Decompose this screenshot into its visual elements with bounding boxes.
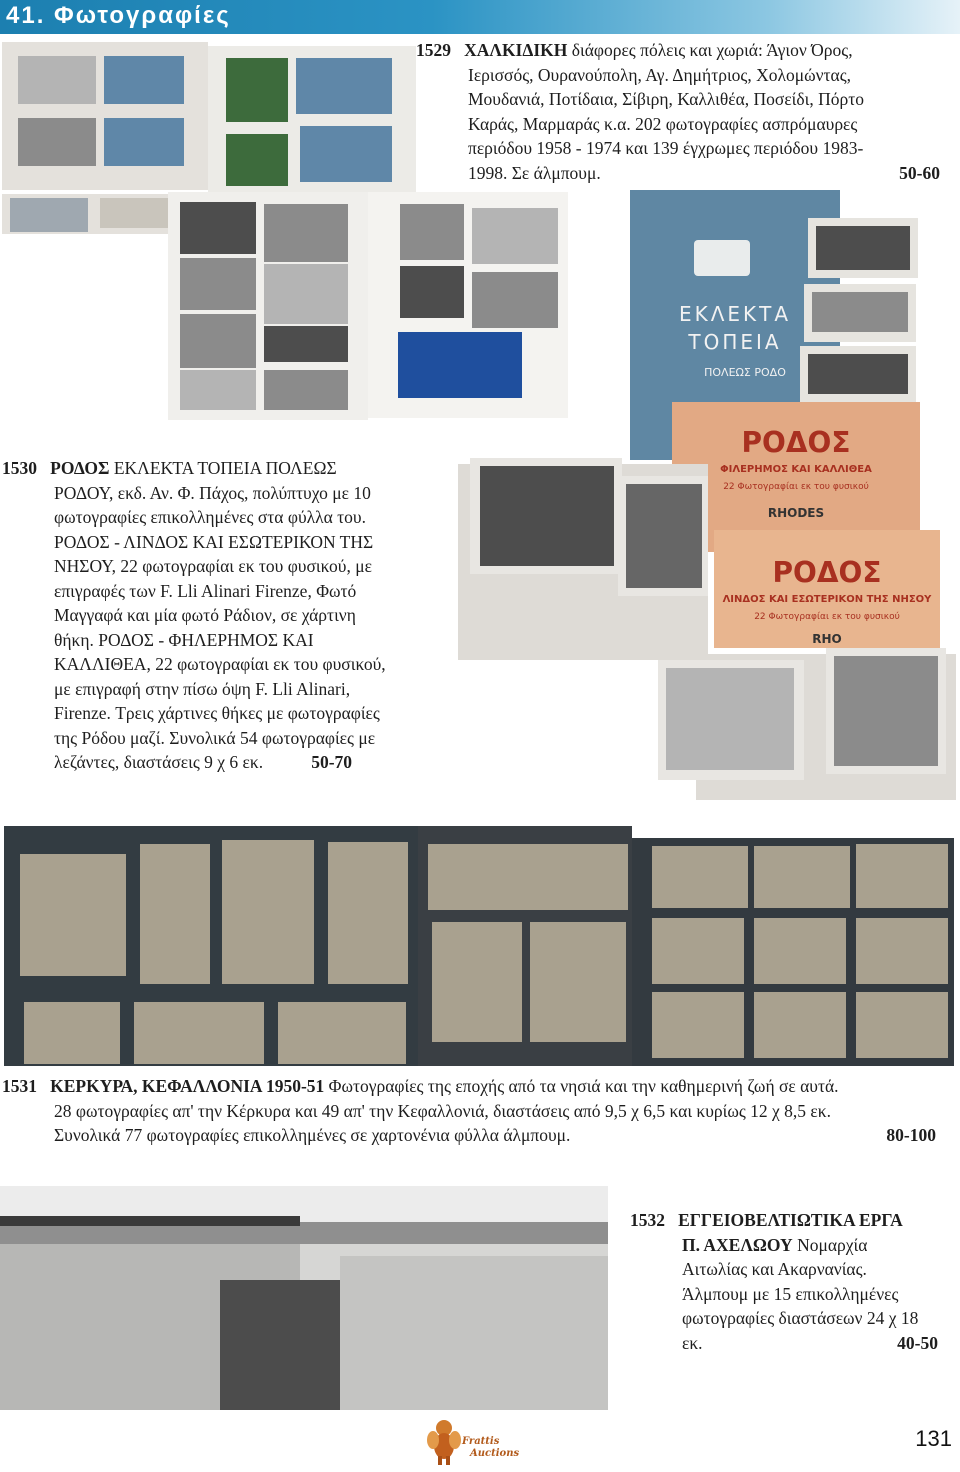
lot-line: διάφορες πόλεις και χωριά: Άγιον Όρος,	[571, 40, 853, 60]
sleeve-note: 22 Φωτογραφίαι εκ του φυσικού	[723, 482, 869, 492]
lot-heading: ΕΓΓΕΙΟΒΕΛΤΙΩΤΙΚΑ ΕΡΓΑ	[678, 1210, 903, 1230]
lot-line: φωτογραφίες διαστάσεων 24 χ 18	[682, 1308, 919, 1328]
lot-line: ΝΗΣΟΥ, 22 φωτογραφίαι εκ του φυσικού, με	[54, 556, 372, 576]
lot-line: 28 φωτογραφίες απ' την Κέρκυρα και 49 απ' την Κεφαλλονιά, διαστάσεις από 9,5 χ 6,5 και κυρίως 12 χ 8,5 εκ.	[54, 1100, 831, 1121]
cherub-logo-icon	[426, 1416, 462, 1466]
section-title: 41. Φωτογραφίες	[6, 2, 231, 29]
lot-1530-sleeve-2	[714, 530, 940, 648]
lot-line: 1998. Σε άλμπουμ.	[468, 162, 601, 183]
lot-1531-album-left	[4, 826, 418, 1066]
lot-1529	[416, 38, 952, 185]
sleeve-title: ΡΟΔΟΣ	[741, 426, 851, 459]
sleeve-title: ΡΟΔΟΣ	[772, 556, 882, 589]
logo-line-1: Frattis	[462, 1436, 500, 1447]
lot-line: με επιγραφή στην πίσω όψη F. Lli Alinari,	[54, 678, 351, 699]
lot-1529-photo	[0, 34, 418, 194]
lot-line: Συνολικά 77 φωτογραφίες επικολλημένες σε χαρτονένια φύλλα άλμπουμ.	[54, 1125, 571, 1145]
lot-1531-album-middle	[418, 826, 632, 1066]
lot-line: ΕΚΛΕΚΤΑ ΤΟΠΕΙΑ ΠΟΛΕΩΣ	[113, 458, 337, 478]
logo-line-2: Auctions	[470, 1448, 520, 1459]
lot-1530	[2, 456, 454, 775]
folder-subtitle: ΠΟΛΕΩΣ ΡΟΔΟ	[704, 366, 786, 379]
frattis-logo	[426, 1416, 536, 1468]
sleeve-subtitle: ΦΙΛΕΡΗΜΟΣ ΚΑΙ ΚΑΛΛΙΘΕΑ	[720, 464, 872, 475]
lot-line: Αιτωλίας και Ακαρνανίας.	[682, 1259, 867, 1279]
lot-line: λεζάντες, διαστάσεις 9 χ 6 εκ.	[54, 752, 264, 772]
sleeve-rhodes: RHODES	[767, 506, 825, 520]
folder-title-line-1: ΕΚΛΕΚΤΑ	[678, 302, 792, 326]
lot-heading: ΡΟΔΟΣ	[50, 458, 110, 478]
lot-line: Μουδανιά, Ποτίδαια, Σίβιρη, Καλλιθέα, Ποσείδι, Πόρτο	[468, 89, 864, 109]
lot-price: 50-60	[899, 162, 940, 183]
lot-heading: ΚΕΡΚΥΡΑ, ΚΕΦΑΛΛΟΝΙΑ 1950-51	[50, 1076, 325, 1096]
page-number: 131	[915, 1426, 952, 1451]
lot-1530-fold-strip	[800, 210, 920, 410]
lot-line: ΚΑΛΛΙΘΕΑ, 22 φωτογραφίαι εκ του φυσικού,	[54, 654, 386, 674]
lot-1531-album-right	[632, 838, 954, 1066]
lot-line: Μαγγαφά και μία φωτό Ράδιον, σε χάρτινη	[54, 605, 356, 625]
lot-line: Φωτογραφίες της εποχής από τα νησιά και την καθημερινή ζωή σε αυτά.	[328, 1076, 839, 1096]
lot-1531	[2, 1074, 958, 1148]
sleeve-subtitle: ΛΙΝΔΟΣ ΚΑΙ ΕΣΩΤΕΡΙΚΟΝ ΤΗΣ ΝΗΣΟΥ	[722, 594, 932, 605]
lot-line: επιγραφές των F. Lli Alinari Firenze, Φωτό	[54, 580, 357, 601]
lot-number: 1529	[416, 40, 451, 60]
lot-1530-prints-stack	[452, 456, 712, 666]
lot-line: θήκη. ΡΟΔΟΣ - ΦΗΛΕΡΗΜΟΣ ΚΑΙ	[54, 629, 314, 650]
lot-line: Ιερισσός, Ουρανούπολη, Αγ. Δημήτριος, Χολομώντας,	[468, 64, 852, 85]
lot-line: Firenze. Τρεις χάρτινες θήκες με φωτογραφίες	[54, 703, 380, 723]
lot-line: εκ.	[682, 1332, 703, 1353]
lot-1530-prints-stack-2	[656, 648, 958, 804]
lot-line: περιόδου 1958 - 1974 και 139 έγχρωμες περιόδου 1983-	[468, 138, 864, 158]
lot-price: 50-70	[311, 752, 353, 772]
lot-number: 1532	[630, 1210, 665, 1230]
lot-1532-photo	[0, 1186, 608, 1410]
lot-line: φωτογραφίες επικολλημένες στα φύλλα του.	[54, 507, 366, 527]
sleeve-rhodes: RHO	[812, 632, 842, 646]
lot-price: 40-50	[897, 1332, 938, 1353]
lot-number: 1530	[2, 458, 37, 478]
lot-line: Καράς, Μαρμαράς κ.α. 202 φωτογραφίες ασπρόμαυρες	[468, 113, 858, 134]
lot-1532	[630, 1208, 956, 1355]
lot-1529-album-bw	[168, 192, 568, 420]
lot-line: Άλμπουμ με 15 επικολλημένες	[682, 1283, 899, 1304]
lot-line: ΡΟΔΟΣ - ΛΙΝΔΟΣ ΚΑΙ ΕΣΩΤΕΡΙΚΟΝ ΤΗΣ	[54, 531, 374, 552]
lot-heading: Π. ΑΧΕΛΩΟΥ	[682, 1234, 793, 1255]
lot-line: ΡΟΔΟΥ, εκδ. Αν. Φ. Πάχος, πολύπτυχο με 10	[54, 482, 371, 503]
sleeve-note: 22 Φωτογραφίαι εκ του φυσικού	[754, 612, 900, 622]
lot-number: 1531	[2, 1076, 37, 1096]
lot-heading: ΧΑΛΚΙΔΙΚΗ	[464, 40, 568, 60]
folder-title-line-2: ΤΟΠΕΙΑ	[688, 330, 782, 354]
lot-line: Νομαρχία	[797, 1234, 868, 1255]
lot-price: 80-100	[886, 1125, 936, 1145]
lot-line: της Ρόδου μαζί. Συνολικά 54 φωτογραφίες με	[54, 727, 376, 748]
